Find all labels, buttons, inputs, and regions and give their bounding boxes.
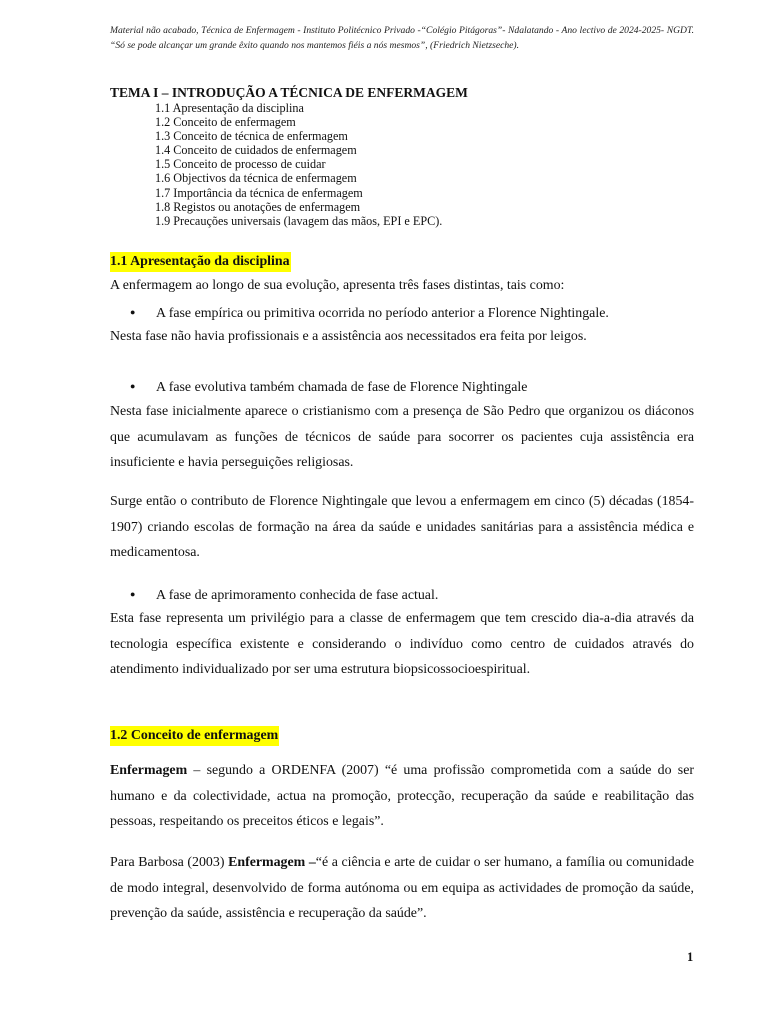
chapter-title: TEMA I – INTRODUÇÃO A TÉCNICA DE ENFERMAGEM [110,85,468,100]
definition-text: “é a ciência e arte de cuidar o ser humano, a família ou comunidade de modo integral, desenvolvido de forma autónoma ou em equipa as actividades de promoção da saúde, prevenção da saúde, assistência e recuperação da saúde”. [110,855,694,921]
section-heading-1-2: 1.2 Conceito de enfermagem [110,726,279,746]
page-header: Material não acabado, Técnica de Enfermagem - Instituto Politécnico Privado -“Colégio Pitágoras”- Ndalatando - Ano lectivo de 2024-2025- NGDT. “Só se pode alcançar um grande êxito quando nos mantemos fiéis a nós mesmos”, (Friedrich Nietzseche). [110,25,694,51]
definition-term: Enfermagem [110,763,188,778]
bullet-icon: ● [130,307,136,317]
definition-paragraph [110,758,694,835]
toc-item: 1.7 Importância da técnica de enfermagem [155,185,363,200]
toc-item: 1.5 Conceito de processo de cuidar [155,157,326,172]
bullet-text: A fase empírica ou primitiva ocorrida no período anterior a Florence Nightingale. [156,306,609,321]
bullet-text: A fase de aprimoramento conhecida de fase actual. [156,588,439,603]
page-number: 1 [687,950,694,964]
toc-item: 1.2 Conceito de enfermagem [155,115,296,130]
definition-prefix: Para Barbosa (2003) [110,855,229,870]
paragraph: Surge então o contributo de Florence Nightingale que levou a enfermagem em cinco (5) décadas (1854-1907) criando escolas de formação na área da saúde e unidades sanitárias para a assistência médica e medicamentosa. [110,494,694,560]
toc-item: 1.6 Objectivos da técnica de enfermagem [155,171,357,186]
bullet-item [130,584,438,606]
toc-item: 1.8 Registos ou anotações de enfermagem [155,199,361,214]
paragraph: Esta fase representa um privilégio para a classe de enfermagem que tem crescido dia-a-dia através da tecnologia específica existente e considerando o indivíduo como centro de cuidados através do atendimento individualizado por ser uma estrutura biopsicossocioespiritual. [110,611,694,677]
definition-text: – segundo a ORDENFA (2007) “é uma profissão comprometida com a saúde do ser humano e da colectividade, actua na promoção, protecção, recuperação da saúde e reabilitação das pessoas, respeitando os preceitos éticos e legais”. [110,763,694,829]
bullet-text: A fase evolutiva também chamada de fase de Florence Nightingale [156,380,528,395]
section-heading-1-1: 1.1 Apresentação da disciplina [110,252,291,272]
paragraph: Nesta fase não havia profissionais e a assistência aos necessitados era feita por leigos. [110,329,587,344]
table-of-contents [155,101,442,228]
paragraph: Nesta fase inicialmente aparece o cristianismo com a presença de São Pedro que organizou os diáconos que acumulavam as funções de técnicos de saúde para socorrer os pacientes cuja assistência era insuficiente e havia perseguições religiosas. [110,404,694,470]
toc-item: 1.4 Conceito de cuidados de enfermagem [155,143,357,158]
bullet-icon: ● [130,589,136,599]
bullet-icon: ● [130,381,136,391]
definition-term: Enfermagem – [228,855,316,870]
bullet-item [130,376,527,398]
toc-item: 1.9 Precauções universais (lavagem das mãos, EPI e EPC). [155,213,443,228]
section-intro: A enfermagem ao longo de sua evolução, apresenta três fases distintas, tais como: [110,278,565,293]
toc-item: 1.1 Apresentação da disciplina [155,101,304,115]
bullet-item [130,302,609,324]
definition-paragraph [110,850,694,927]
toc-item: 1.3 Conceito de técnica de enfermagem [155,129,348,144]
